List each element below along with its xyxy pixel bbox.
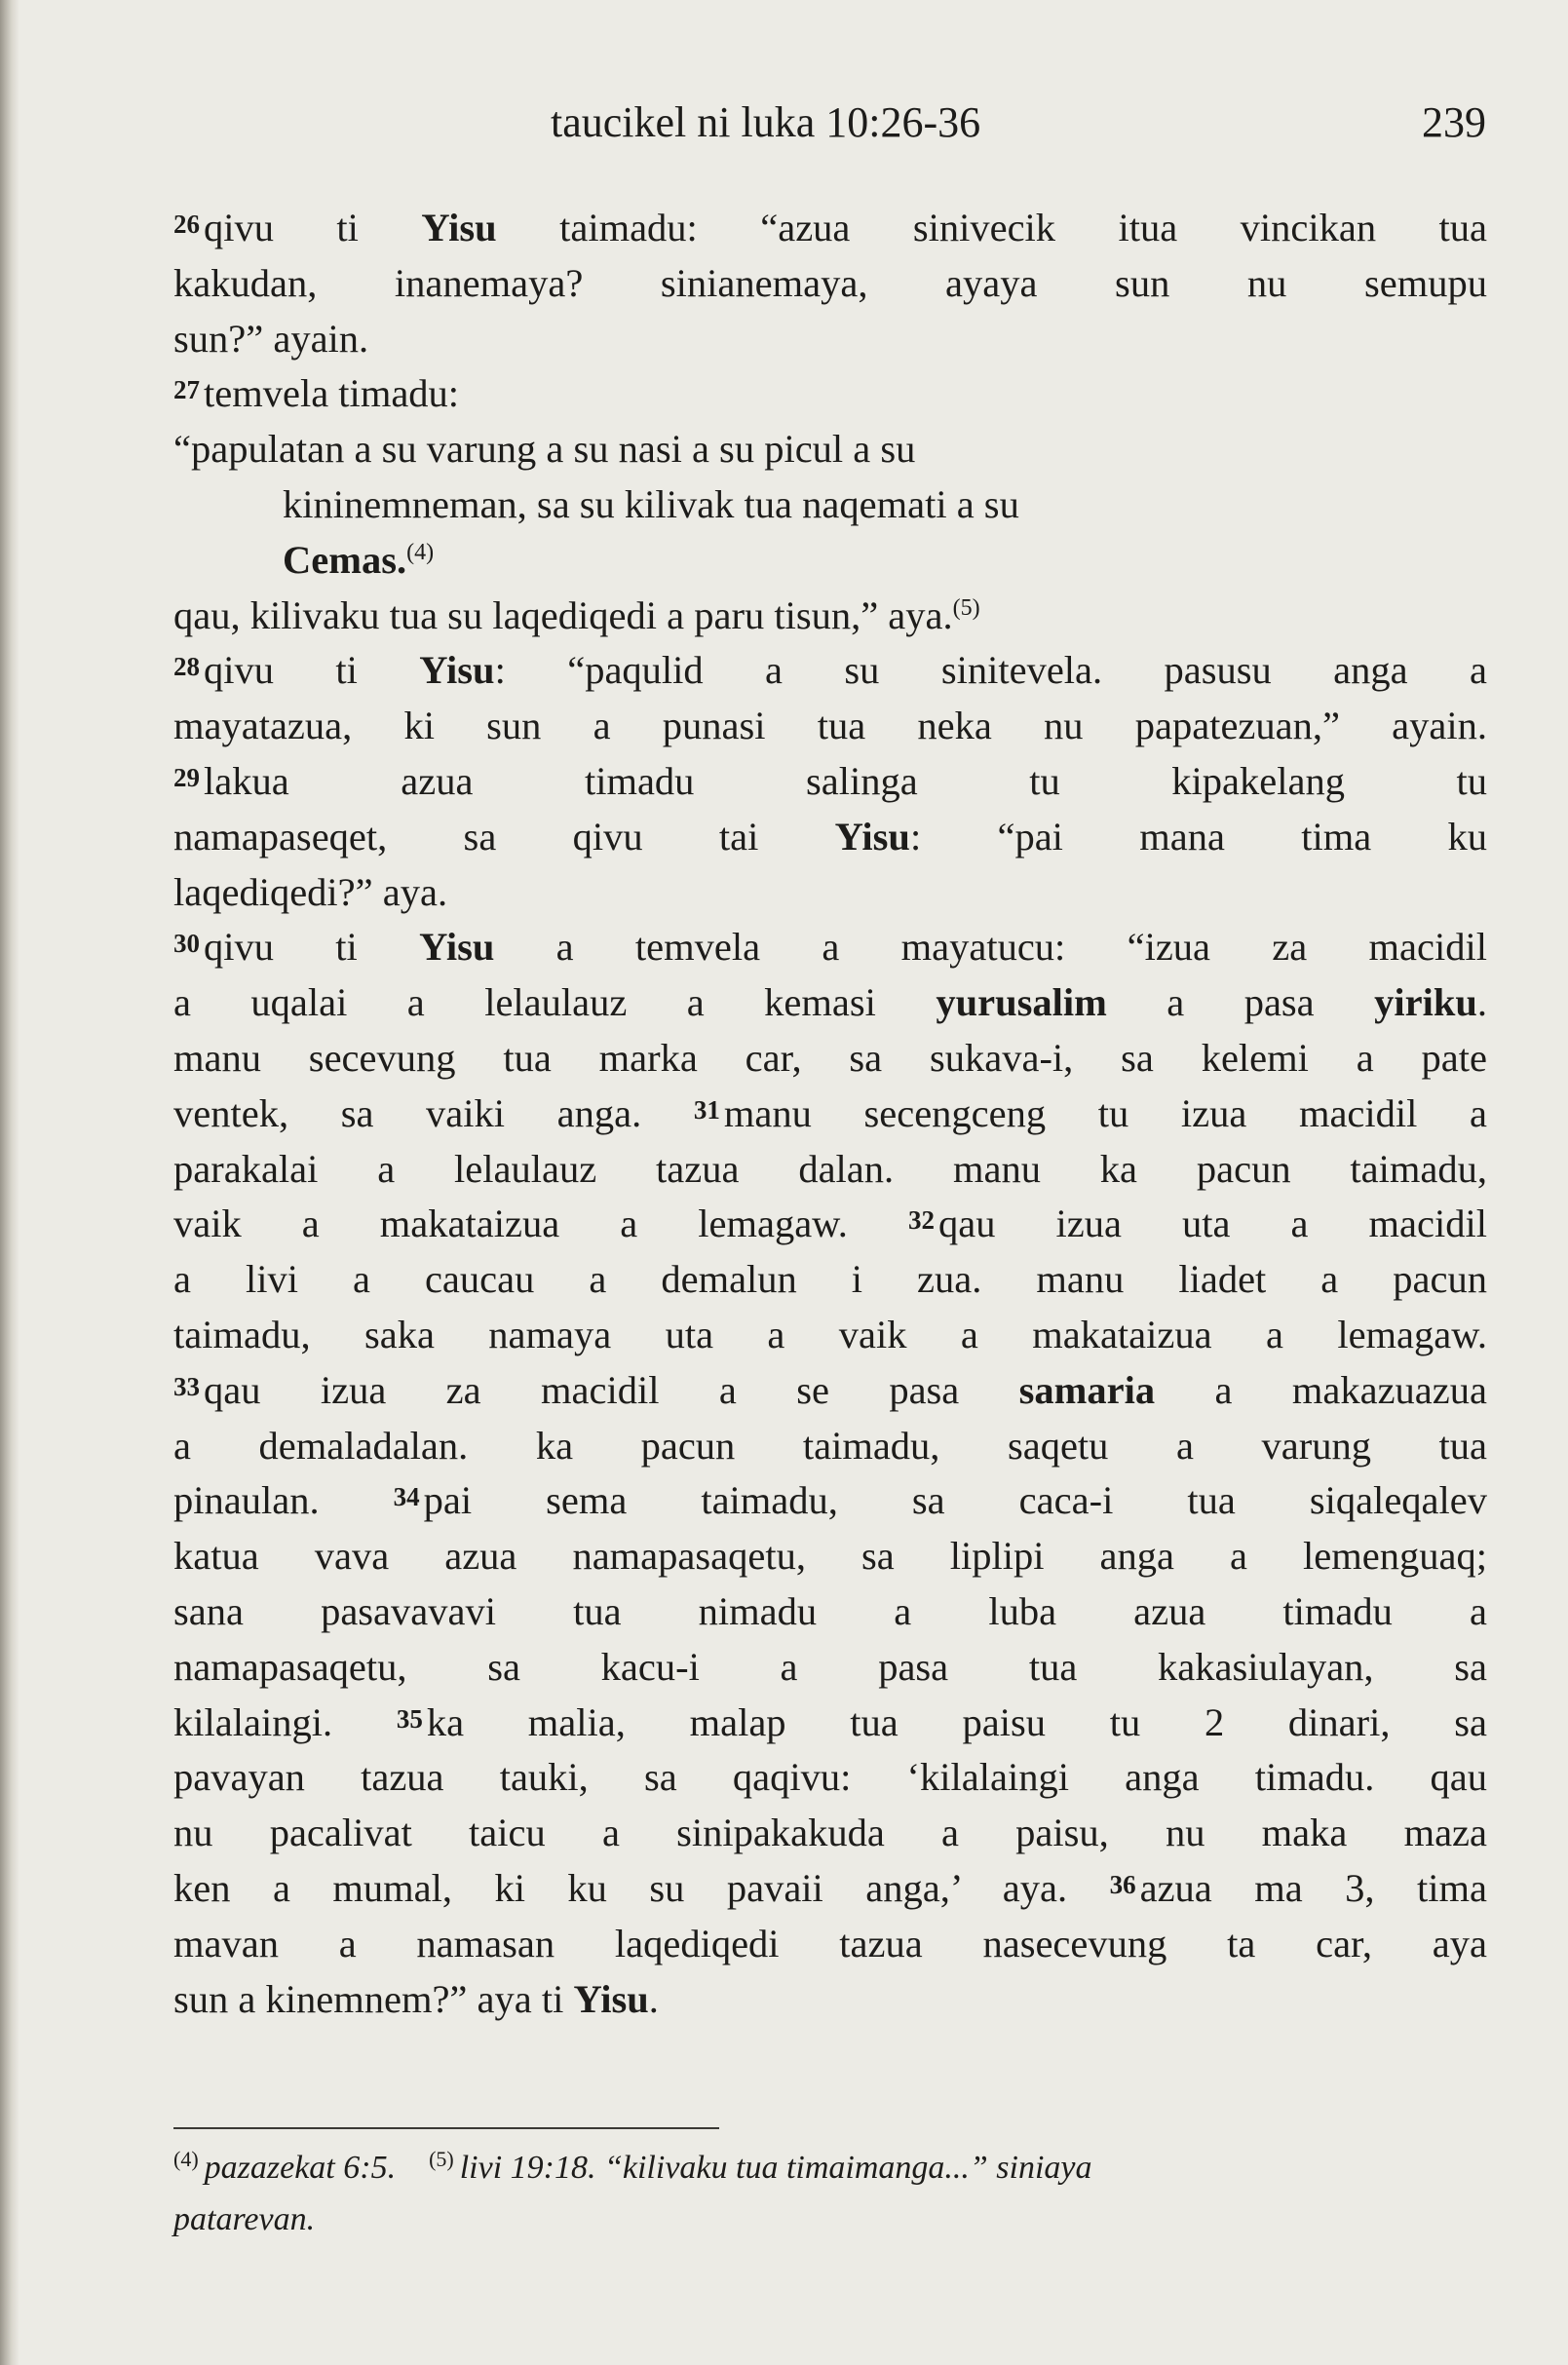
text-line: [173, 1640, 1487, 1696]
text-line: [173, 1584, 1487, 1640]
text-run: pai sema taimadu, sa caca-i tua siqaleqalev: [423, 1478, 1487, 1523]
text-line: [173, 1031, 1487, 1087]
bold-name: samaria: [1018, 1367, 1156, 1412]
text-run: sun?” ayain.: [173, 316, 369, 361]
text-line: [173, 366, 1487, 422]
bold-name: Yisu: [573, 1976, 649, 2021]
text-run: kininemneman, sa su kilivak tua naqemati a su: [283, 481, 1019, 526]
text-run: katua vava azua namapasaqetu, sa liplipi anga a lemenguaq;: [173, 1534, 1487, 1579]
bold-name: Yisu: [834, 814, 910, 858]
text-line: [173, 1806, 1487, 1861]
verse-number: 36: [1109, 1869, 1136, 1899]
text-run: a uqalai a lelaulauz a kemasi: [173, 980, 937, 1025]
bold-name: yiriku: [1374, 980, 1477, 1025]
text-run: laqediqedi?” aya.: [173, 869, 448, 914]
text-run: a pasa: [1106, 980, 1375, 1025]
text-line: [173, 975, 1487, 1031]
text-line: [173, 1087, 1487, 1142]
text-run: qau, kilivaku tua su laqediqedi a paru tisun,” aya.: [173, 592, 953, 637]
text-line: [173, 1750, 1487, 1806]
text-run: qivu ti: [204, 925, 420, 970]
text-line: [173, 643, 1487, 699]
text-line: [173, 810, 1487, 865]
text-run: manu secengceng tu izua macidil a: [723, 1090, 1487, 1135]
bold-name: Yisu: [421, 206, 497, 249]
text-line: [173, 1419, 1487, 1474]
text-run: ken a mumal, ki ku su pavaii anga,’ aya.: [173, 1865, 1110, 1910]
text-run: a demaladalan. ka pacun taimadu, saqetu a varung tua: [173, 1423, 1487, 1468]
text-run: qivu ti: [204, 648, 420, 693]
text-run: sun a kinemnem?” aya ti: [173, 1976, 574, 2021]
bold-name: Cemas.: [283, 537, 407, 582]
text-run: taimadu, saka namaya uta a vaik a makataizua a lemagaw.: [173, 1312, 1487, 1356]
text-run: azua ma 3, tima: [1139, 1865, 1487, 1910]
text-run: taimadu: “azua sinivecik itua vincikan tua: [496, 206, 1487, 249]
text-line: [173, 1696, 1487, 1751]
verse-number: 33: [173, 1371, 200, 1401]
text-run: vaik a makataizua a lemagaw.: [173, 1202, 908, 1246]
verse-number: 26: [173, 210, 200, 239]
page-number: 239: [1422, 98, 1486, 146]
footnote-separator: [173, 2127, 719, 2129]
text-line: [173, 1473, 1487, 1529]
text-run: .: [648, 1976, 659, 2021]
text-run: sana pasavavavi tua nimadu a luba azua timadu a: [173, 1588, 1487, 1633]
text-run: kilalaingi.: [173, 1699, 397, 1744]
page-edge: [0, 0, 19, 2365]
text-run: qau izua za macidil a se pasa: [204, 1367, 1019, 1412]
text-line: [173, 589, 1487, 644]
footnotes: [173, 2144, 1487, 2244]
text-run: qivu ti: [204, 206, 422, 249]
text-line: [173, 1917, 1487, 1972]
text-line: [173, 1972, 1487, 2028]
text-run: parakalai a lelaulauz tazua dalan. manu ka pacun taimadu,: [173, 1146, 1487, 1191]
footnote-ref: (5): [952, 594, 980, 621]
bold-name: Yisu: [419, 925, 495, 970]
footnote-5: $^{(5)}$ livi 19:18. “kilivaku tua timaimanga...” siniaya: [429, 2147, 1092, 2186]
text-run: mavan a namasan laqediqedi tazua nasecevung ta car, aya: [173, 1921, 1487, 1965]
text-line: [173, 1252, 1487, 1308]
text-line: [173, 1308, 1487, 1363]
text-line: [173, 699, 1487, 754]
text-line: [173, 865, 1487, 921]
verse-number: 35: [396, 1703, 423, 1734]
verse-number: 34: [393, 1482, 420, 1512]
text-run: .: [1476, 980, 1487, 1025]
text-line: [173, 312, 1487, 367]
text-run: manu secevung tua marka car, sa sukava-i, sa kelemi a pate: [173, 1035, 1487, 1080]
footnote-4: $^{(4)}$ pazazekat 6:5.: [173, 2147, 397, 2186]
text-run: a makazuazua: [1155, 1367, 1487, 1412]
text-run: : “paqulid a su sinitevela. pasusu anga a: [494, 648, 1487, 693]
footnote-continuation: patarevan.: [173, 2201, 316, 2237]
text-run: a livi a caucau a demalun i zua. manu liadet a pacun: [173, 1257, 1487, 1302]
text-run: mayatazua, ki sun a punasi tua neka nu papatezuan,” ayain.: [173, 704, 1487, 748]
text-run: pavayan tazua tauki, sa qaqivu: ‘kilalaingi anga timadu. qau: [173, 1755, 1487, 1800]
text-run: pinaulan.: [173, 1478, 394, 1523]
text-line: [173, 754, 1487, 810]
text-run: lakua azua timadu salinga tu kipakelang tu: [204, 758, 1487, 803]
text-run: ka malia, malap tua paisu tu 2 dinari, sa: [426, 1699, 1487, 1744]
text-run: namapasaqetu, sa kacu-i a pasa tua kakasiulayan, sa: [173, 1644, 1487, 1689]
text-run: a temvela a mayatucu: “izua za macidil: [494, 925, 1487, 970]
bold-name: Yisu: [419, 648, 495, 693]
verse-number: 31: [693, 1094, 720, 1125]
text-line: [173, 477, 1487, 533]
text-line: [173, 201, 1487, 256]
text-line: [173, 1142, 1487, 1198]
running-title: taucikel ni luka 10:26-36: [551, 98, 981, 146]
footnote-line: [173, 2144, 1487, 2195]
text-run: : “pai mana tima ku: [909, 814, 1487, 858]
text-line: [173, 533, 1487, 589]
footnote-ref: (4): [406, 539, 435, 565]
scripture-text: [173, 201, 1487, 2027]
running-header: [551, 97, 1486, 156]
text-run: kakudan, inanemaya? sinianemaya, ayaya sun nu semupu: [173, 260, 1487, 305]
verse-number: 28: [173, 652, 200, 682]
verse-number: 29: [173, 762, 200, 792]
verse-number: 32: [907, 1205, 935, 1236]
bold-name: yurusalim: [936, 980, 1107, 1025]
text-line: [173, 422, 1487, 477]
verse-number: 27: [173, 375, 200, 405]
text-run: namapaseqet, sa qivu tai: [173, 814, 835, 858]
text-run: qau izua uta a macidil: [937, 1202, 1487, 1246]
text-run: nu pacalivat taicu a sinipakakuda a paisu, nu maka maza: [173, 1811, 1487, 1855]
text-run: ventek, sa vaiki anga.: [173, 1090, 694, 1135]
text-line: [173, 1529, 1487, 1584]
text-line: [173, 1363, 1487, 1419]
text-line: [173, 1197, 1487, 1252]
text-line: [173, 1861, 1487, 1917]
text-line: [173, 256, 1487, 312]
verse-number: 30: [173, 929, 200, 959]
text-line: [173, 920, 1487, 975]
text-run: “papulatan a su varung a su nasi a su picul a su: [173, 427, 916, 472]
text-run: temvela timadu:: [204, 371, 460, 416]
